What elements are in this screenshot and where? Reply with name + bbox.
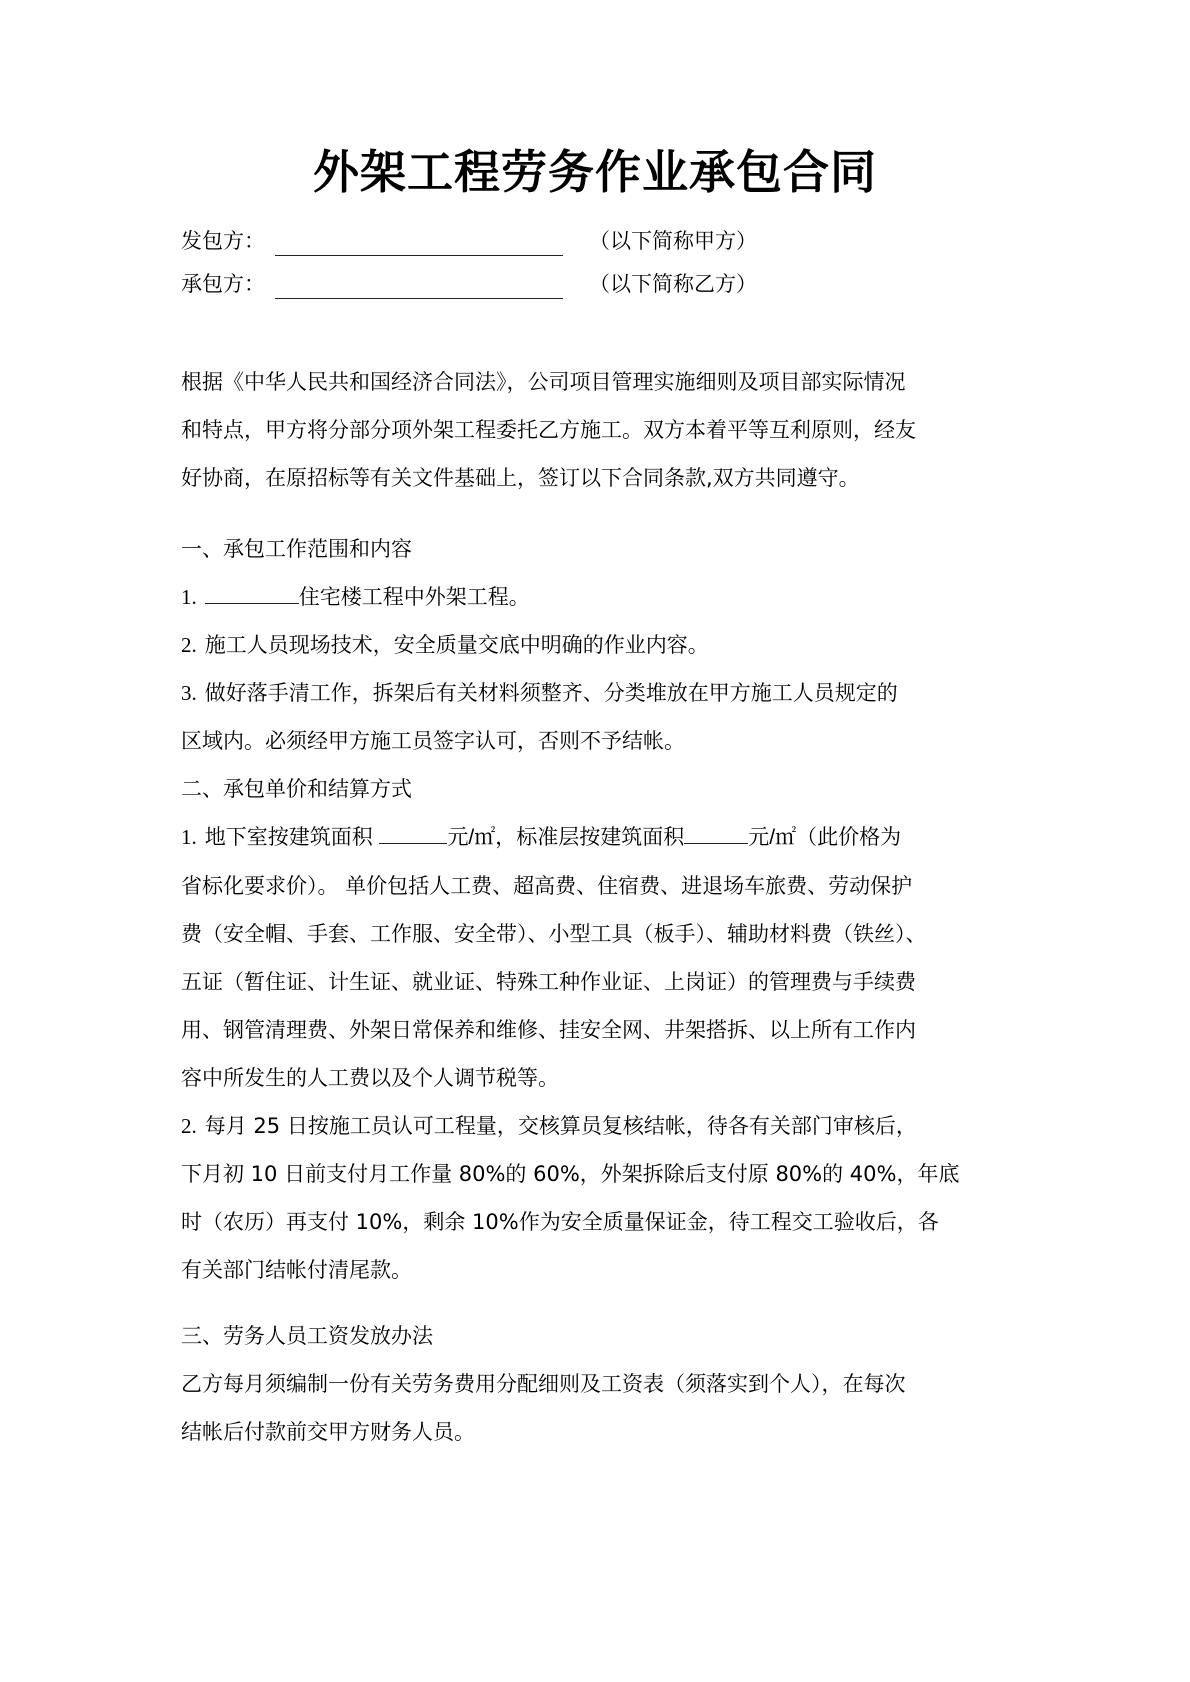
project-name-field[interactable] [205,581,299,604]
item-text: 做好落手清工作，拆架后有关材料须整齐、分类堆放在甲方施工人员规定的 [204,681,898,705]
section-1 [181,525,1019,765]
preamble [181,358,1019,502]
party-row-contractor [181,269,757,299]
item-text: （此价格为 [796,825,902,849]
item-number: 2. [181,1114,197,1138]
list-item [181,573,1019,621]
list-item-continuation: 有关部门结帐付清尾款。 [181,1258,412,1282]
item-number: 1. [181,585,197,609]
section-heading: 一、承包工作范围和内容 [181,537,412,561]
list-item [181,669,1019,717]
list-item [181,813,1019,862]
party-note-contractor: （以下简称乙方） [589,272,757,296]
party-label-employer: 发包方： [181,229,265,253]
section-3 [181,1312,1019,1456]
item-text: 标准层按建筑面积 [516,825,685,849]
section-2 [181,765,1019,1294]
list-item-continuation: 五证（暂住证、计生证、就业证、特殊工种作业证、上岗证）的管理费与手续费 [181,970,916,994]
standard-floor-price-field[interactable] [684,821,748,844]
section-heading: 二、承包单价和结算方式 [181,777,412,801]
list-item-continuation: 时（农历）再支付 10%，剩余 10%作为安全质量保证金，待工程交工验收后，各 [181,1210,939,1234]
party-label-contractor: 承包方： [181,272,265,296]
preamble-line: 好协商，在原招标等有关文件基础上，签订以下合同条款,双方共同遵守。 [181,466,860,490]
preamble-line: 根据《中华人民共和国经济合同法》，公司项目管理实施细则及项目部实际情况 [181,370,906,394]
item-number: 1. [181,825,197,849]
item-number: 3. [181,681,197,705]
basement-price-field[interactable] [379,821,447,844]
document-title: 外架工程劳务作业承包合同 [313,145,877,199]
list-item-continuation: 下月初 10 日前支付月工作量 80%的 60%，外架拆除后支付原 80%的 40%，年底 [181,1162,960,1186]
unit-text: 元/㎡， [447,826,517,849]
list-item-continuation: 区域内。必须经甲方施工员签字认可，否则不予结帐。 [181,729,685,753]
preamble-line: 和特点，甲方将分部分项外架工程委托乙方施工。双方本着平等互利原则，经友 [181,418,916,442]
list-item [181,1102,1019,1150]
item-text: 每月 25 日按施工员认可工程量，交核算员复核结帐，待各有关部门审核后， [204,1114,917,1138]
section-text-line: 乙方每月须编制一份有关劳务费用分配细则及工资表（须落实到个人），在每次 [181,1372,906,1396]
party-row-employer [181,226,757,256]
list-item-continuation: 费（安全帽、手套、工作服、安全带）、小型工具（板手）、辅助材料费（铁丝）、 [181,922,927,946]
item-text: 施工人员现场技术，安全质量交底中明确的作业内容。 [204,633,709,657]
party-note-employer: （以下简称甲方） [589,229,757,253]
list-item [181,621,1019,669]
list-item-continuation: 容中所发生的人工费以及个人调节税等。 [181,1066,559,1090]
unit-text: 元/㎡ [748,826,797,849]
item-text: 地下室按建筑面积 [204,825,373,849]
employer-name-field[interactable] [275,229,563,256]
section-text-line: 结帐后付款前交甲方财务人员。 [181,1420,475,1444]
item-text: 住宅楼工程中外架工程。 [298,585,530,609]
contractor-name-field[interactable] [275,272,563,299]
list-item-continuation: 用、钢管清理费、外架日常保养和维修、挂安全网、井架搭拆、以上所有工作内 [181,1018,916,1042]
section-heading: 三、劳务人员工资发放办法 [181,1324,433,1348]
list-item-continuation: 省标化要求价）。 单价包括人工费、超高费、住宿费、进退场车旅费、劳动保护 [181,874,913,898]
item-number: 2. [181,633,197,657]
